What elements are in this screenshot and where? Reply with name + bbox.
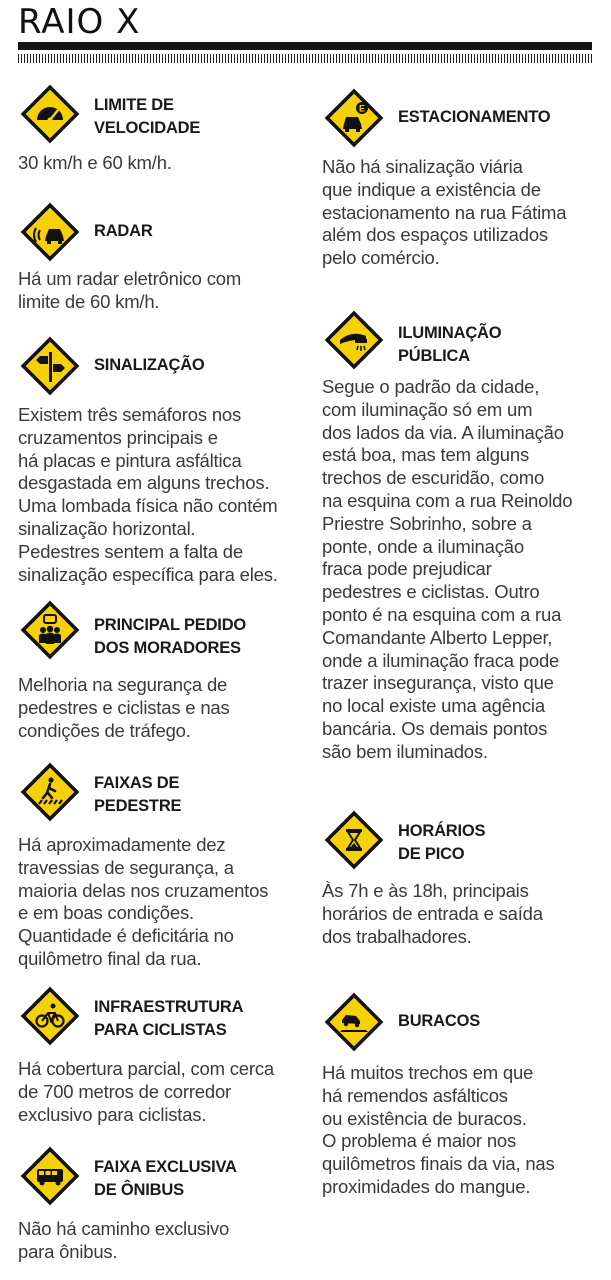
title-hatch-divider [18, 54, 592, 63]
item-horarios-pico [322, 808, 602, 948]
item-faixas-pedestre [18, 760, 308, 971]
item-text: Melhoria na segurança de pedestres e ciclistas e nas condições de tráfego. [18, 674, 230, 741]
item-text: Há muitos trechos em que há remendos asfálticos ou existência de buracos. O problema é maior nos quilômetros finais da via, nas proximidades do mangue. [322, 1062, 555, 1197]
bicycle-icon [18, 984, 82, 1048]
item-label: PRINCIPAL PEDIDO DOS MORADORES [94, 616, 247, 657]
crosswalk-icon [18, 760, 82, 824]
residents-icon [18, 598, 82, 662]
item-iluminacao-publica [322, 308, 602, 764]
item-label: FAIXAS DE PEDESTRE [94, 774, 182, 815]
item-label: FAIXA EXCLUSIVA DE ÔNIBUS [94, 1158, 237, 1199]
svg-text:E: E [358, 103, 366, 114]
streetlight-icon [322, 308, 386, 372]
item-text: Há cobertura parcial, com cerca de 700 metros de corredor exclusivo para ciclistas. [18, 1058, 274, 1125]
item-estacionamento [322, 86, 602, 270]
bus-icon [18, 1144, 82, 1208]
item-label: SINALIZAÇÃO [94, 356, 205, 374]
item-text: Há aproximadamente dez travessias de segurança, a maioria delas nos cruzamentos e em boas condições. Quantidade é deficitária no quilômetro final da rua. [18, 834, 269, 969]
radar-car-icon [18, 200, 82, 264]
item-radar [18, 200, 308, 314]
item-text: Segue o padrão da cidade, com iluminação só em um dos lados da via. A iluminação está boa, mas tem alguns trechos de escuridão, como na esquina com a rua Reinoldo Priestre Sobrinho, sobre a ponte, onde a iluminação fraca pode prejudicar pedestres e ciclistas. Outro ponto é na esquina com a rua Comandante Alberto Lepper, onde a iluminação fraca pode trazer insegurança, visto que no local existe uma agência bancária. Os demais pontos são bem iluminados. [322, 376, 573, 762]
pothole-car-icon [322, 990, 386, 1054]
item-text: Não há caminho exclusivo para ônibus. [18, 1218, 230, 1262]
item-sinalizacao [18, 334, 308, 586]
item-principal-pedido [18, 598, 308, 742]
item-label: BURACOS [398, 1012, 481, 1030]
speedometer-icon [18, 82, 82, 146]
item-faixa-exclusiva-onibus [18, 1144, 308, 1264]
item-text: Às 7h e às 18h, principais horários de entrada e saída dos trabalhadores. [322, 880, 543, 947]
item-buracos [322, 990, 602, 1199]
hourglass-icon [322, 808, 386, 872]
item-label: INFRAESTRUTURA PARA CICLISTAS [94, 998, 244, 1039]
item-text: Existem três semáforos nos cruzamentos principais e há placas e pintura asfáltica desgastada em alguns trechos. Uma lombada física não contém sinalização horizontal. Pedestres sentem a falta de sinalização específica para eles. [18, 404, 278, 585]
item-text: Há um radar eletrônico com limite de 60 km/h. [18, 268, 242, 312]
item-label: LIMITE DE VELOCIDADE [94, 96, 201, 137]
title-rule [18, 42, 592, 50]
item-limite-velocidade [18, 82, 308, 175]
item-label: HORÁRIOS DE PICO [398, 822, 486, 863]
parking-car-icon [322, 86, 386, 150]
item-text: 30 km/h e 60 km/h. [18, 152, 172, 173]
item-label: RADAR [94, 222, 153, 240]
item-infraestrutura-ciclistas [18, 984, 308, 1126]
item-label: ESTACIONAMENTO [398, 108, 551, 126]
page-title: RAIO X [18, 2, 141, 42]
signpost-icon [18, 334, 82, 398]
item-text: Não há sinalização viária que indique a existência de estacionamento na rua Fátima além dos espaços utilizados pelo comércio. [322, 156, 567, 269]
item-label: ILUMINAÇÃO PÚBLICA [398, 324, 502, 365]
